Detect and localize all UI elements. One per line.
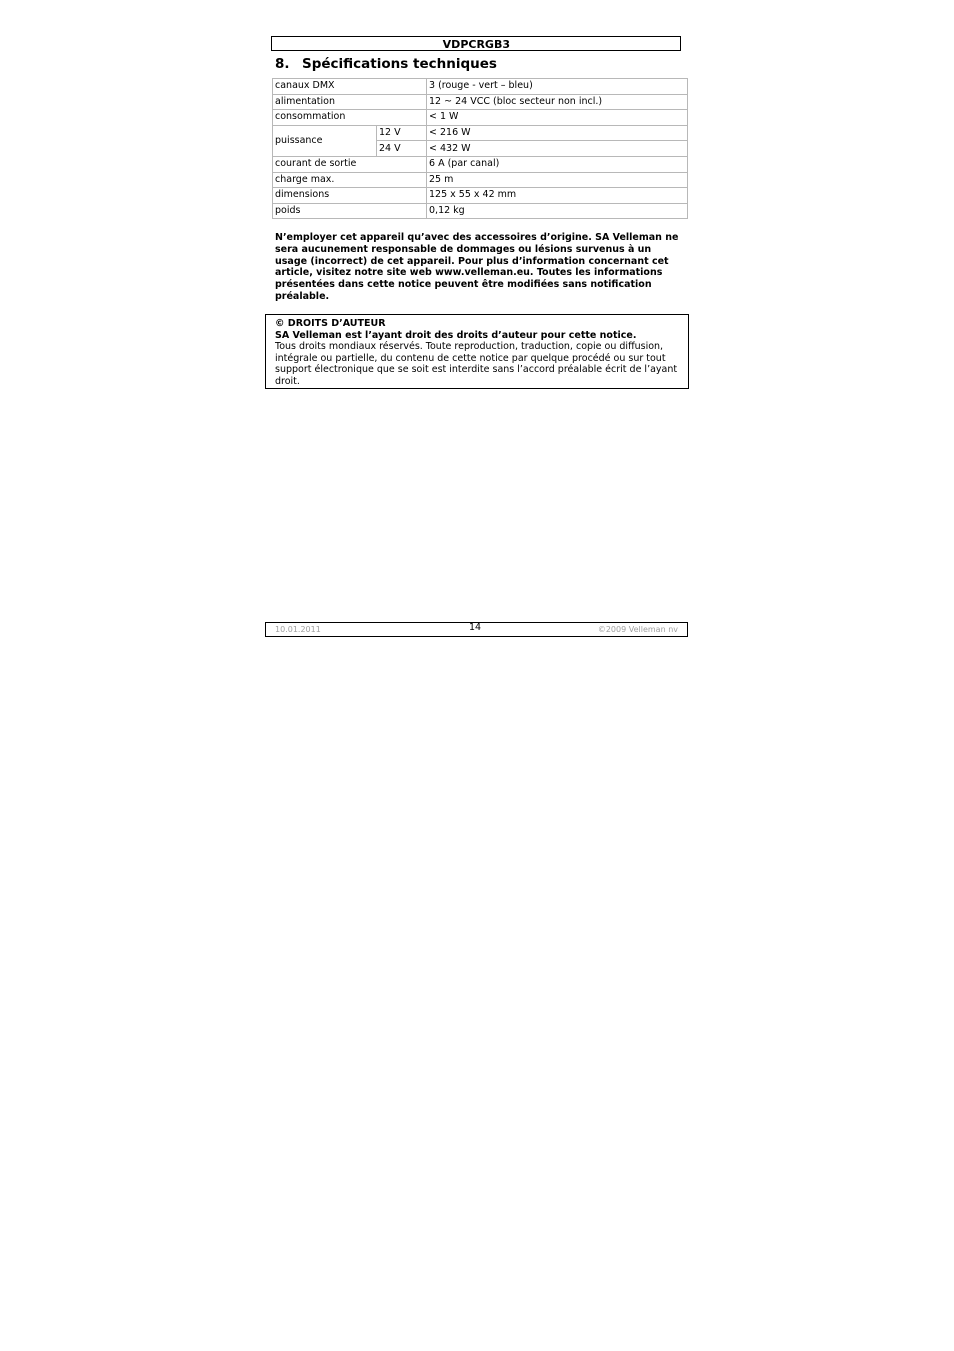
table-row xyxy=(273,188,688,204)
table-row xyxy=(273,79,688,95)
spec-value: 12 ~ 24 VCC (bloc secteur non incl.) xyxy=(427,94,688,110)
spec-sublabel: 12 V xyxy=(377,125,427,141)
spec-label: courant de sortie xyxy=(273,156,427,172)
footer-copyright: ©2009 Velleman nv xyxy=(597,625,678,634)
spec-value: < 1 W xyxy=(427,110,688,126)
spec-label: consommation xyxy=(273,110,427,126)
table-row xyxy=(273,203,688,219)
spec-label: alimentation xyxy=(273,94,427,110)
copyright-body: Tous droits mondiaux réservés. Toute reproduction, traduction, copie ou diffusion, intégrale ou partielle, du contenu de cette notice par quelque procédé ou sur tout support électronique que se soit est interdite sans l’accord préalable écrit de l’ayant droit. xyxy=(275,341,678,387)
usage-notice: N’employer cet appareil qu’avec des accessoires d’origine. SA Velleman ne sera aucunement responsable de dommages ou lésions survenus à un usage (incorrect) de cet appareil. Pour plus d’information concernant cet article, visitez notre site web www.velleman.eu. Toutes les informations présentées dans cette notice peuvent être modifiées sans notification préalable. xyxy=(275,232,679,302)
spec-sublabel: 24 V xyxy=(377,141,427,157)
spec-value: 125 x 55 x 42 mm xyxy=(427,188,688,204)
spec-value: 25 m xyxy=(427,172,688,188)
footer-date: 10.01.2011 xyxy=(275,625,321,634)
spec-value: 0,12 kg xyxy=(427,203,688,219)
section-number: 8. xyxy=(275,56,290,72)
copyright-box xyxy=(265,314,689,389)
spec-label: charge max. xyxy=(273,172,427,188)
spec-value: < 432 W xyxy=(427,141,688,157)
spec-label: puissance xyxy=(273,125,377,156)
spec-value: 6 A (par canal) xyxy=(427,156,688,172)
table-row xyxy=(273,125,688,141)
page-number: 14 xyxy=(469,622,482,633)
table-row xyxy=(273,94,688,110)
spec-value: < 216 W xyxy=(427,125,688,141)
spec-label: poids xyxy=(273,203,427,219)
table-row xyxy=(273,156,688,172)
copyright-subheading: SA Velleman est l’ayant droit des droits d’auteur pour cette notice. xyxy=(275,329,637,341)
table-row xyxy=(273,110,688,126)
page-footer xyxy=(265,622,688,637)
spec-label: canaux DMX xyxy=(273,79,427,95)
section-title-text: Spécifications techniques xyxy=(302,56,497,72)
spec-label: dimensions xyxy=(273,188,427,204)
model-name: VDPCRGB3 xyxy=(442,38,510,51)
copyright-heading: © DROITS D’AUTEUR xyxy=(275,318,386,329)
specifications-table xyxy=(272,78,688,219)
header-box xyxy=(271,36,681,51)
table-row xyxy=(273,172,688,188)
spec-value: 3 (rouge - vert – bleu) xyxy=(427,79,688,95)
section-title xyxy=(275,56,497,72)
